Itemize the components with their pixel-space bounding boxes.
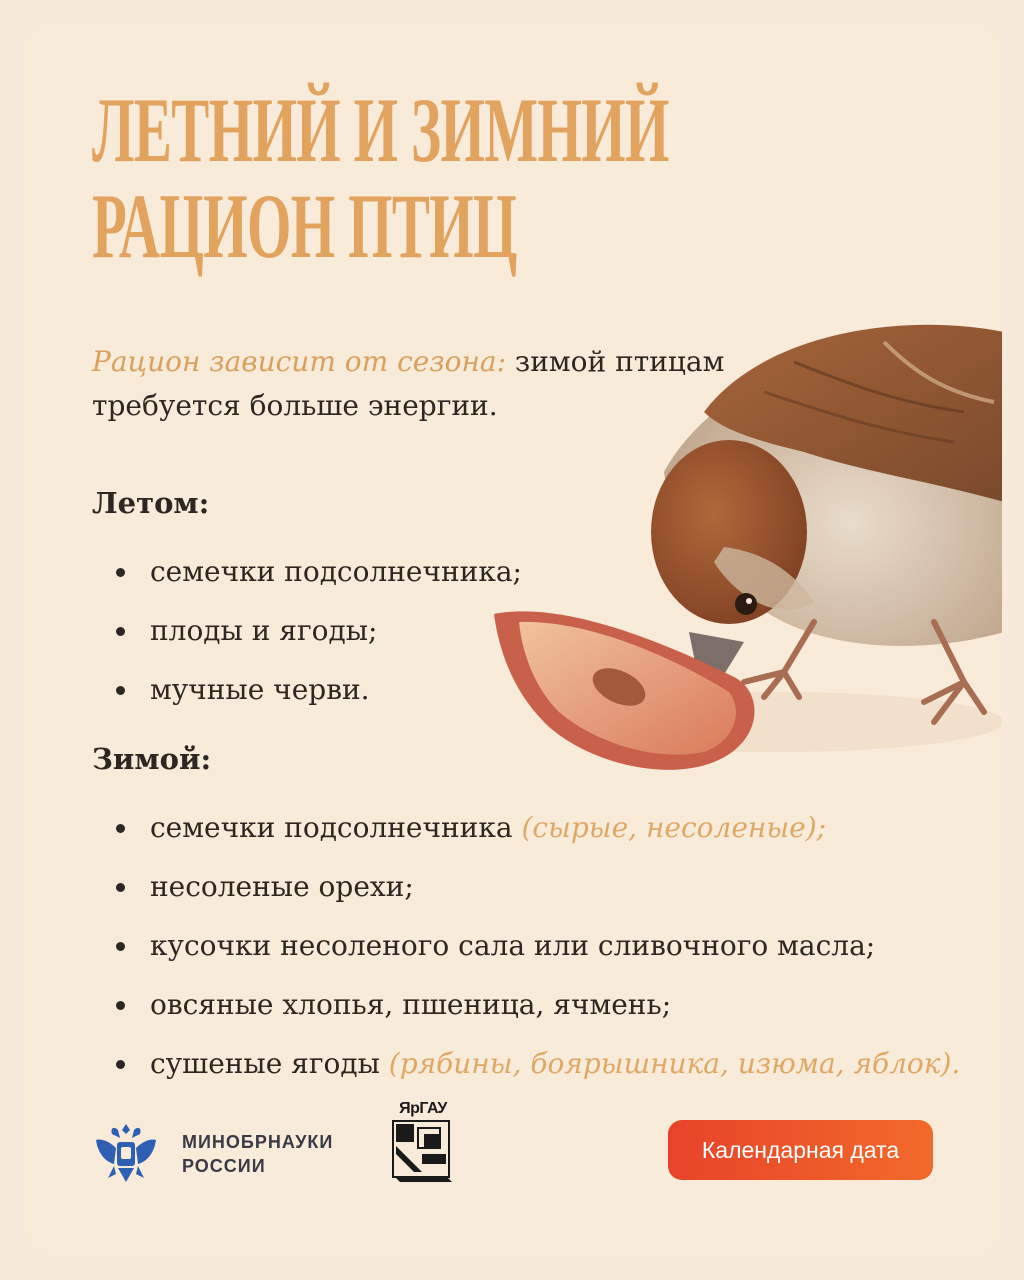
- list-item-text: овсяные хлопья, пшеница, ячмень;: [150, 988, 672, 1021]
- ministry-line-2: РОССИИ: [182, 1156, 266, 1176]
- yargau-logo: [390, 1100, 456, 1194]
- list-item: [92, 985, 960, 1044]
- list-item-text: несоленые орехи;: [150, 870, 414, 903]
- list-item: [92, 926, 960, 985]
- yargau-logo-icon: [392, 1120, 454, 1186]
- winter-list: [92, 808, 960, 1103]
- list-item-text: кусочки несоленого сала или сливочного масла;: [150, 929, 876, 962]
- list-item: [92, 867, 960, 926]
- list-item: [92, 1044, 960, 1103]
- list-item: [92, 808, 960, 867]
- list-item-note: (рябины, боярышника, изюма, яблок).: [388, 1047, 961, 1080]
- list-item-text: семечки подсолнечника: [150, 811, 522, 844]
- poster-card: [24, 22, 1002, 1256]
- sparrow-illustration: [464, 302, 1002, 802]
- yargau-logo-text: ЯрГАУ: [399, 1100, 447, 1117]
- title-line-1: ЛЕТНИЙ И ЗИМНИЙ: [92, 79, 669, 181]
- emblem-eagle-icon: [90, 1116, 162, 1188]
- calendar-date-button[interactable]: Календарная дата: [668, 1120, 933, 1180]
- page-title: [92, 79, 669, 277]
- list-item-text: сушеные ягоды: [150, 1047, 389, 1080]
- summer-list: [92, 552, 522, 729]
- list-item: плоды и ягоды;: [92, 611, 522, 670]
- intro-highlight: Рацион зависит от сезона:: [92, 345, 507, 378]
- title-line-2: РАЦИОН ПТИЦ: [92, 175, 517, 277]
- summer-heading: Летом:: [92, 486, 210, 520]
- list-item: семечки подсолнечника;: [92, 552, 522, 611]
- intro-body: зимой птицам требуется больше энергии.: [92, 345, 725, 422]
- list-item-note: (сырые, несоленые);: [521, 811, 827, 844]
- list-item: мучные черви.: [92, 670, 522, 729]
- ministry-label: [182, 1130, 333, 1178]
- ministry-line-1: МИНОБРНАУКИ: [182, 1132, 334, 1152]
- winter-heading: Зимой:: [92, 742, 212, 776]
